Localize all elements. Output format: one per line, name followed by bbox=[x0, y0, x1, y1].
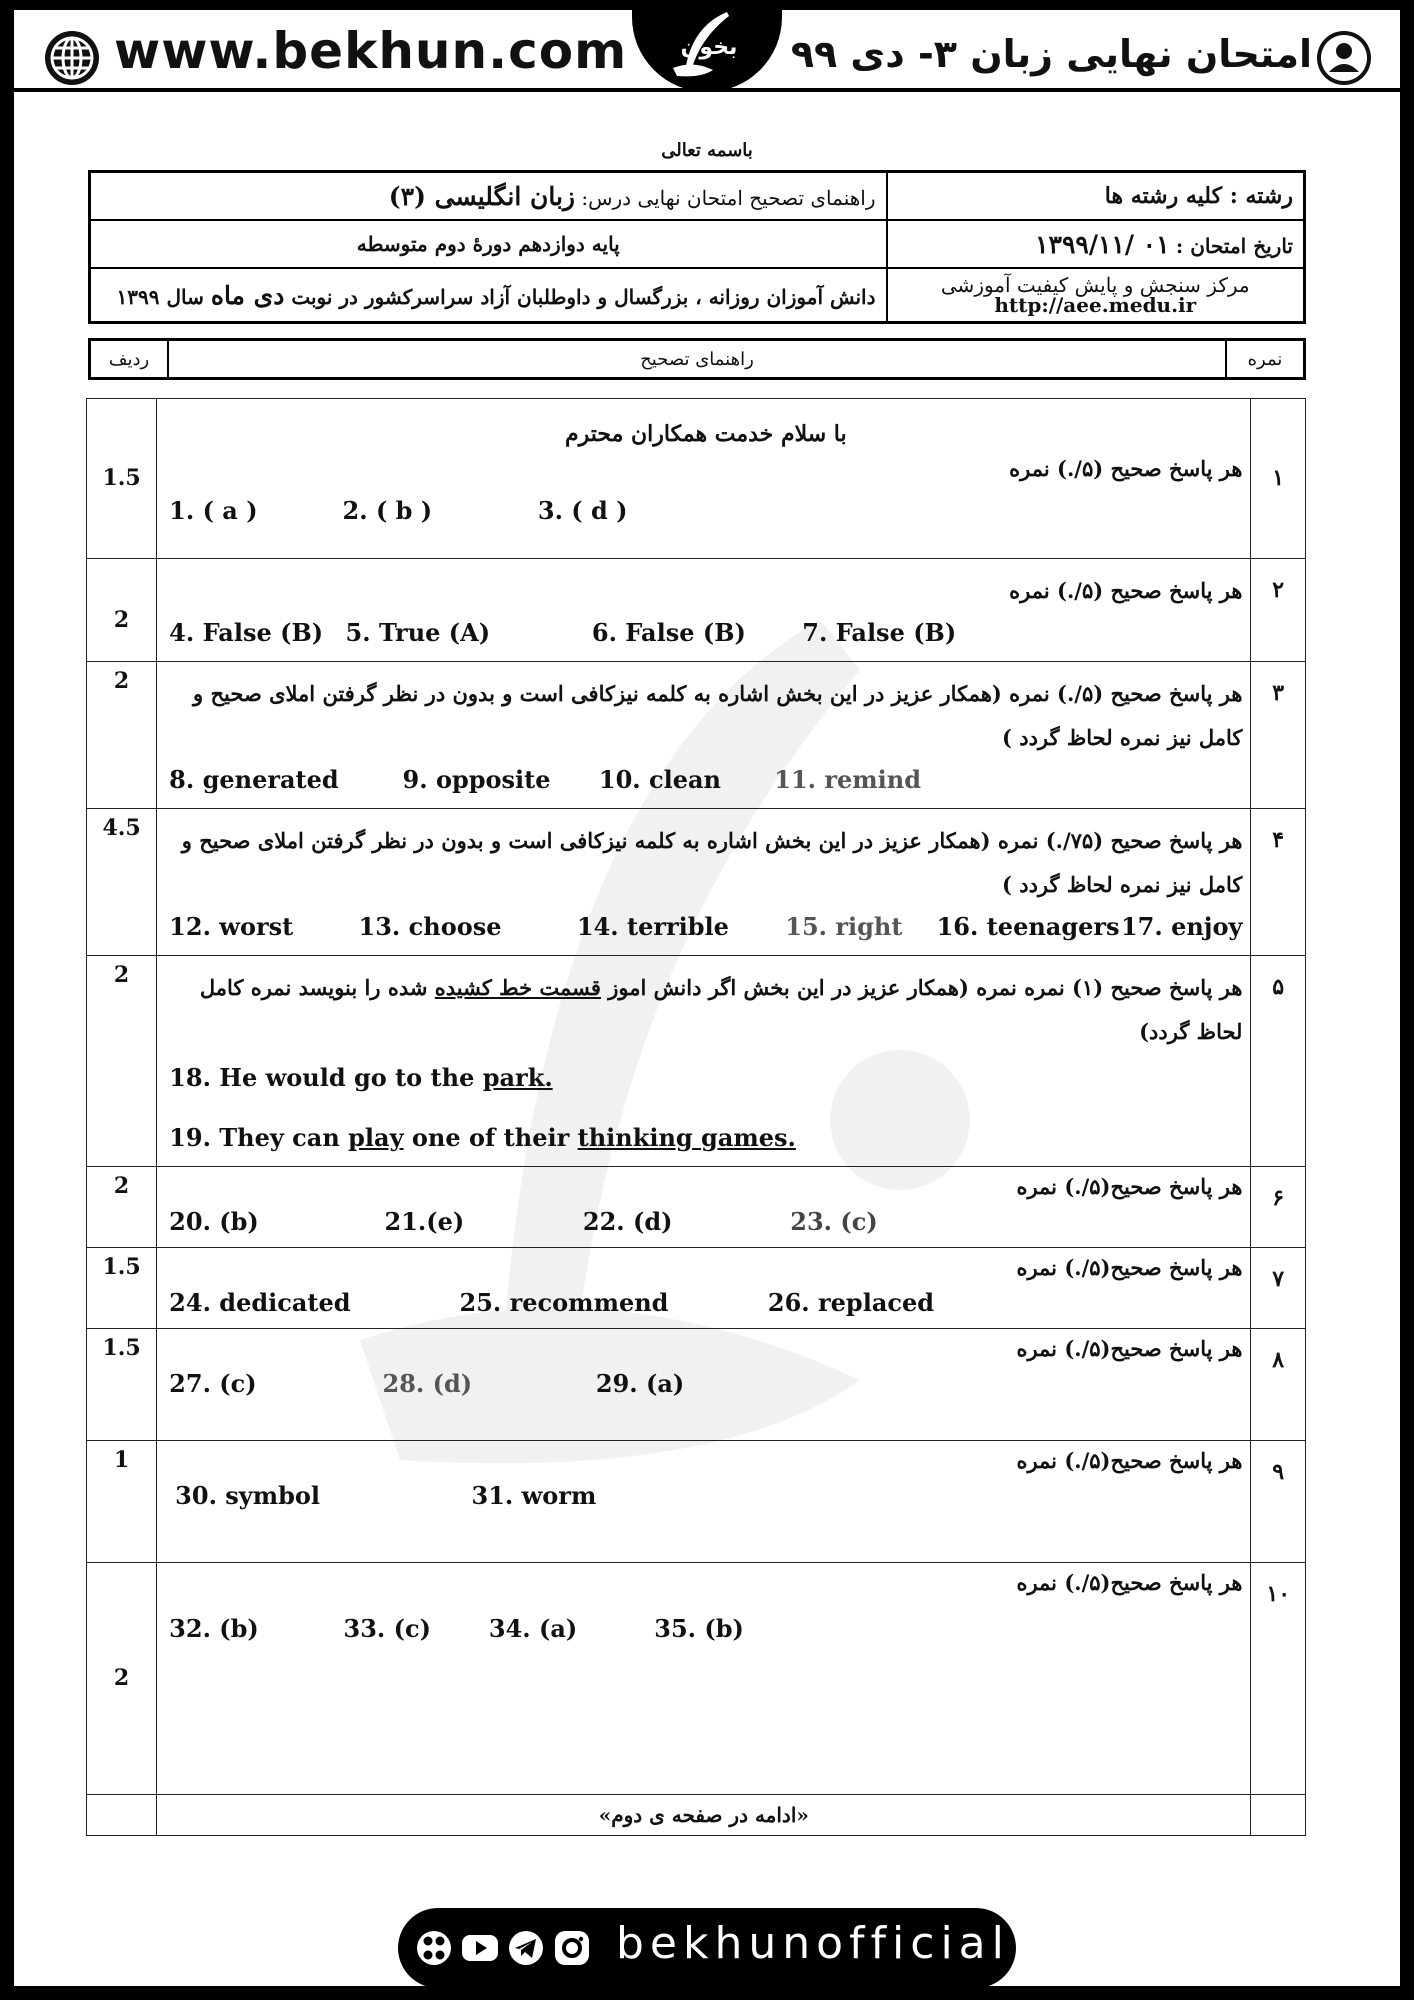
row-number: ۴ bbox=[1251, 809, 1306, 956]
answer-item: 35. (b) bbox=[654, 1614, 744, 1643]
answer-item: 3. ( d ) bbox=[537, 496, 628, 525]
course-name: زبان انگلیسی (۳) bbox=[388, 181, 575, 211]
table-row bbox=[87, 662, 1306, 809]
answer-line bbox=[169, 491, 1242, 531]
answer-line bbox=[169, 1609, 1242, 1649]
instruction-text: هر پاسخ صحیح (۱) نمره نمره (همکار عزیز در این بخش اگر دانش اموز bbox=[608, 975, 1243, 1000]
answer-item: 7. False (B) bbox=[802, 618, 957, 647]
grade-cell: پایه دوازدهم دورهٔ دوم متوسطه bbox=[90, 220, 887, 268]
answer-item: 28. (d) bbox=[382, 1369, 473, 1398]
answer-item: 11. remind bbox=[774, 765, 922, 794]
table-row bbox=[87, 1329, 1306, 1441]
social-footer bbox=[398, 1908, 1016, 1988]
answer-item: 23. (c) bbox=[790, 1207, 878, 1236]
answer-line bbox=[169, 1479, 1242, 1513]
answer-item: 20. (b) bbox=[169, 1207, 259, 1236]
continue-note: «ادامه در صفحه ی دوم» bbox=[157, 1795, 1251, 1836]
table-row bbox=[87, 1441, 1306, 1563]
row-number: ۲ bbox=[1251, 559, 1306, 662]
row-content bbox=[157, 1563, 1251, 1795]
answer-item: 26. replaced bbox=[767, 1288, 935, 1317]
row-score: 1.5 bbox=[87, 399, 157, 559]
center-name: مرکز سنجش و پایش کیفیت آموزشی bbox=[940, 273, 1250, 297]
answer-item: 13. choose bbox=[358, 912, 502, 941]
youtube-icon[interactable] bbox=[460, 1928, 500, 1968]
table-row bbox=[87, 809, 1306, 956]
sentence-underlined: park. bbox=[482, 1063, 553, 1092]
answer-item: 16. teenagers bbox=[936, 912, 1120, 941]
row-content bbox=[157, 1441, 1251, 1563]
instruction-text: شده را بنویسد نمره کامل لحاظ گردد) bbox=[199, 975, 1243, 1044]
site-url[interactable]: www.bekhun.com bbox=[114, 22, 628, 80]
row-instruction: هر پاسخ صحیح(۵/.) نمره bbox=[1016, 1570, 1243, 1595]
table-row bbox=[87, 399, 1306, 559]
row-number: ۵ bbox=[1251, 956, 1306, 1167]
instagram-icon[interactable] bbox=[552, 1928, 592, 1968]
greeting: با سلام خدمت همکاران محترم bbox=[564, 421, 847, 447]
date-label: تاریخ امتحان : bbox=[1175, 233, 1293, 258]
course-cell bbox=[90, 172, 887, 221]
answer-item: 17. enjoy bbox=[1120, 912, 1243, 941]
answer-line bbox=[169, 613, 1242, 653]
sentence-text: 18. He would go to the bbox=[169, 1063, 475, 1092]
row-content bbox=[157, 956, 1251, 1167]
students-month: دی ماه bbox=[210, 280, 285, 310]
answer-item: 33. (c) bbox=[343, 1614, 431, 1643]
row-content bbox=[157, 1329, 1251, 1441]
row-score: 1 bbox=[87, 1441, 157, 1563]
center-cell bbox=[887, 268, 1305, 323]
row-content bbox=[157, 399, 1251, 559]
answer-item: 27. (c) bbox=[169, 1369, 257, 1398]
row-instruction: هر پاسخ صحیح (۷۵/.) نمره (همکار عزیز در این بخش اشاره به کلمه نیزکافی است و بدون در نظر گرفتن املای صحیح و کامل نیز نمره لحاظ گردد ) bbox=[181, 828, 1243, 897]
center-url[interactable]: http://aee.medu.ir bbox=[994, 293, 1197, 317]
col-score: نمره bbox=[1226, 340, 1305, 379]
table-row bbox=[87, 1248, 1306, 1329]
row-instruction: هر پاسخ صحیح(۵/.) نمره bbox=[1016, 1448, 1243, 1473]
answer-item: 21.(e) bbox=[384, 1207, 465, 1236]
brand-handle[interactable]: bekhunofficial bbox=[616, 1918, 1010, 1969]
row-instruction: هر پاسخ صحیح (۵/.) نمره bbox=[1009, 456, 1243, 481]
answer-item: 9. opposite bbox=[402, 765, 551, 794]
col-row: ردیف bbox=[90, 340, 169, 379]
column-header-table bbox=[88, 338, 1306, 380]
answer-item: 4. False (B) bbox=[169, 618, 324, 647]
row-number: ۱۰ bbox=[1251, 1563, 1306, 1795]
row-score: 2 bbox=[87, 662, 157, 809]
telegram-icon[interactable] bbox=[506, 1928, 546, 1968]
row-content bbox=[157, 559, 1251, 662]
row-number: ۱ bbox=[1251, 399, 1306, 559]
date-cell bbox=[887, 220, 1305, 268]
row-instruction: هر پاسخ صحیح (۵/.) نمره bbox=[1009, 578, 1243, 603]
table-row bbox=[87, 1563, 1306, 1795]
row-score: 4.5 bbox=[87, 809, 157, 956]
answer-line bbox=[169, 1205, 1242, 1239]
globe-icon[interactable] bbox=[42, 28, 102, 88]
answer-item: 14. terrible bbox=[576, 912, 729, 941]
answer-item: 15. right bbox=[785, 912, 903, 941]
row-score: 2 bbox=[87, 1167, 157, 1248]
answer-item: 8. generated bbox=[169, 765, 339, 794]
answer-item: 34. (a) bbox=[488, 1614, 578, 1643]
row-number: ۶ bbox=[1251, 1167, 1306, 1248]
answer-item: 25. recommend bbox=[459, 1288, 669, 1317]
row-instruction: هر پاسخ صحیح(۵/.) نمره bbox=[1016, 1336, 1243, 1361]
answer-item: 12. worst bbox=[169, 912, 294, 941]
row-number: ۹ bbox=[1251, 1441, 1306, 1563]
table-row bbox=[87, 1167, 1306, 1248]
answer-item: 6. False (B) bbox=[591, 618, 746, 647]
answer-item: 29. (a) bbox=[595, 1369, 685, 1398]
logo-text: بخون bbox=[680, 35, 738, 60]
table-footer-row bbox=[87, 1795, 1306, 1836]
exam-info-table bbox=[88, 170, 1306, 324]
header-title: امتحان نهایی زبان ۳- دی ۹۹ bbox=[790, 32, 1312, 76]
answer-item: 5. True (A) bbox=[345, 618, 491, 647]
row-score: 1.5 bbox=[87, 1248, 157, 1329]
aparat-icon[interactable] bbox=[414, 1928, 454, 1968]
students-text: دانش آموزان روزانه ، بزرگسال و داوطلبان آزاد سراسرکشور در نوبت bbox=[291, 284, 876, 309]
answer-line bbox=[169, 760, 1242, 800]
row-instruction bbox=[169, 966, 1242, 1054]
answer-item: 32. (b) bbox=[169, 1614, 259, 1643]
row-content bbox=[157, 809, 1251, 956]
field-cell: رشته : کلیه رشته ها bbox=[887, 172, 1305, 221]
logo-feather-icon bbox=[667, 8, 747, 84]
table-row bbox=[87, 956, 1306, 1167]
answer-item: 1. ( a ) bbox=[169, 496, 258, 525]
row-number: ۳ bbox=[1251, 662, 1306, 809]
date-value: ۰۱ /۱۳۹۹/۱۱ bbox=[1035, 229, 1170, 259]
answer-line bbox=[169, 1367, 1242, 1401]
answer-line bbox=[169, 1286, 1242, 1320]
row-instruction: هر پاسخ صحیح(۵/.) نمره bbox=[1016, 1174, 1243, 1199]
sentence-19 bbox=[169, 1118, 1242, 1158]
students-cell bbox=[90, 268, 887, 323]
user-icon bbox=[1314, 28, 1374, 88]
course-prefix: راهنمای تصحیح امتحان نهایی درس: bbox=[581, 185, 876, 210]
sentence-underlined: thinking games. bbox=[577, 1123, 796, 1152]
row-instruction: هر پاسخ صحیح(۵/.) نمره bbox=[1016, 1255, 1243, 1280]
instruction-underlined: قسمت خط کشیده bbox=[434, 975, 601, 1000]
answer-table bbox=[86, 398, 1306, 1836]
sentence-underlined: play bbox=[348, 1123, 404, 1152]
students-year: سال ۱۳۹۹ bbox=[116, 284, 204, 309]
answer-item: 30. symbol bbox=[175, 1481, 321, 1510]
row-number: ۸ bbox=[1251, 1329, 1306, 1441]
row-score: 1.5 bbox=[87, 1329, 157, 1441]
row-score: 2 bbox=[87, 559, 157, 662]
answer-item: 22. (d) bbox=[582, 1207, 673, 1236]
sentence-18 bbox=[169, 1058, 1242, 1098]
answer-item: 2. ( b ) bbox=[342, 496, 433, 525]
row-score: 2 bbox=[87, 1563, 157, 1795]
answer-item: 31. worm bbox=[471, 1481, 597, 1510]
sentence-text: 19. They can bbox=[169, 1123, 340, 1152]
row-number: ۷ bbox=[1251, 1248, 1306, 1329]
answer-item: 24. dedicated bbox=[169, 1288, 351, 1317]
table-row bbox=[87, 559, 1306, 662]
answer-line bbox=[169, 907, 1242, 947]
answer-item: 10. clean bbox=[598, 765, 721, 794]
row-content bbox=[157, 1248, 1251, 1329]
col-guide: راهنمای تصحیح bbox=[168, 340, 1226, 379]
row-instruction: هر پاسخ صحیح (۵/.) نمره (همکار عزیز در این بخش اشاره به کلمه نیزکافی است و بدون در نظر گرفتن املای صحیح و کامل نیز نمره لحاظ گردد ) bbox=[193, 681, 1243, 750]
row-content bbox=[157, 1167, 1251, 1248]
row-score: 2 bbox=[87, 956, 157, 1167]
row-content bbox=[157, 662, 1251, 809]
sentence-text: one of their bbox=[411, 1123, 570, 1152]
basmala: باسمه تعالی bbox=[661, 140, 753, 161]
